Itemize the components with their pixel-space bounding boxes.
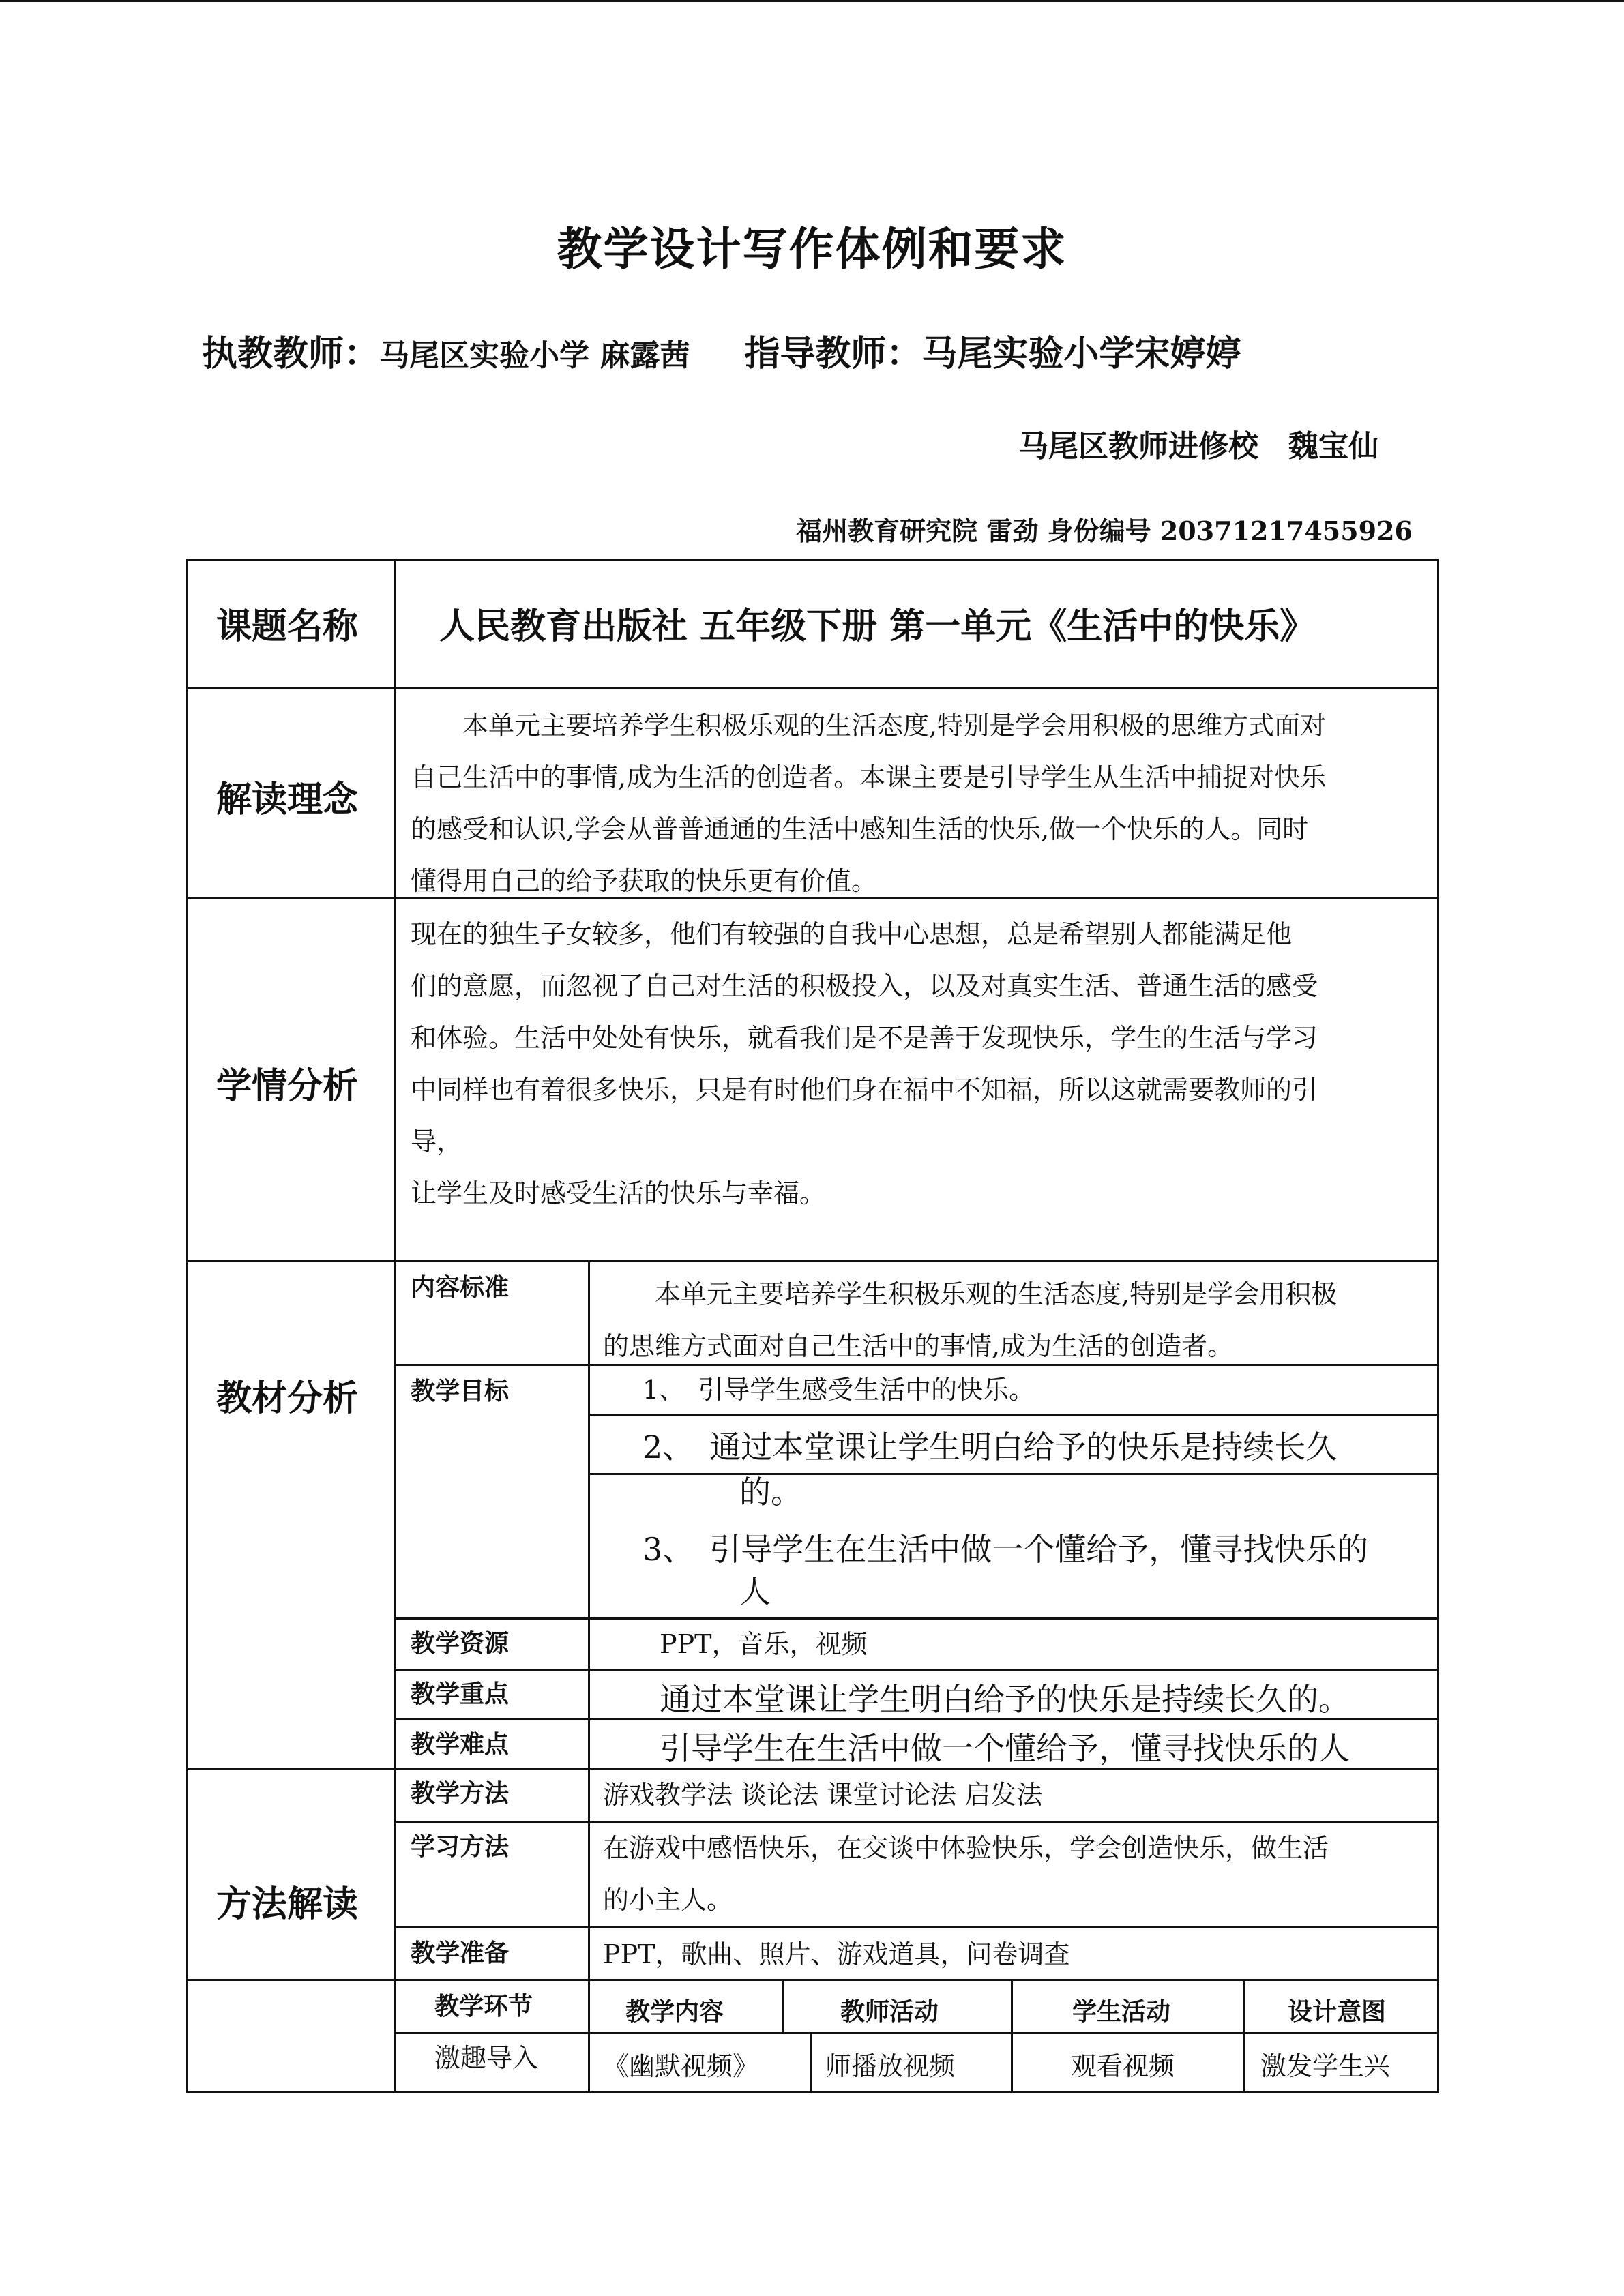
guide-teacher-3 [796,510,1413,548]
process-header-content: 教学内容 [625,1998,724,2026]
process-row1-student: 观看视频 [1071,2051,1175,2081]
teaching-method-value: 游戏教学法 谈论法 课堂讨论法 启发法 [603,1780,1043,1810]
process-row1-intent: 激发学生兴 [1260,2051,1391,2081]
method-analysis-label: 方法解读 [216,1884,359,1925]
identity-number: 20371217455926 [1160,516,1413,546]
exec-teacher-label: 执教教师： [202,333,380,374]
teaching-goal-3: 3、 引导学生在生活中做一个懂给予，懂寻找快乐的 [643,1531,1369,1568]
teachers-line [202,325,1241,376]
teaching-resource-label: 教学资源 [411,1630,510,1658]
key-point-label: 教学重点 [411,1680,510,1708]
content-standard-text: 本单元主要培养学生积极乐观的生活态度,特别是学会用积极 的思维方式面对自己生活中的事情,成为生活的创造者。 [603,1279,1338,1361]
exec-teacher-value: 马尾区实验小学 麻露茜 [379,338,690,373]
page-title: 教学设计写作体例和要求 [557,223,1067,275]
process-row1-teacher: 师播放视频 [825,2051,956,2081]
concept-text: 本单元主要培养学生积极乐观的生活态度,特别是学会用积极的思维方式面对 自己生活中的事情,成为生活的创造者。本课主要是引导学生从生活中捕捉对快乐 的感受和认识,学会从普普通通的生活中感知生活的快乐,做一个快乐的人。同时 懂得用自己的给予获取的快乐更有价值。 [411,711,1327,896]
teaching-resource-value: PPT，音乐，视频 [660,1629,868,1659]
teaching-goal-1: 1、 引导学生感受生活中的快乐。 [643,1375,1035,1405]
course-name-label: 课题名称 [216,606,359,647]
process-row1-content: 《幽默视频》 [603,2051,759,2081]
learning-method-text: 在游戏中感悟快乐，在交谈中体验快乐，学会创造快乐，做生活 的小主人。 [603,1833,1329,1915]
difficulty-label: 教学难点 [411,1731,510,1759]
lesson-plan-table [186,559,1439,2093]
process-header-teacher: 教师活动 [840,1998,939,2026]
teaching-goal-2-cont: 的。 [739,1474,802,1510]
guide-teacher-label: 指导教师： [744,333,922,374]
teaching-goal-2: 2、 通过本堂课让学生明白给予的快乐是持续长久 [643,1429,1338,1465]
process-header-student: 学生活动 [1072,1998,1171,2026]
material-analysis-label: 教材分析 [216,1378,359,1419]
teaching-prep-label: 教学准备 [411,1939,510,1967]
process-header-stage: 教学环节 [434,1993,533,2021]
learner-analysis-text: 现在的独生子女较多，他们有较强的自我中心思想，总是希望别人都能满足他 们的意愿，而忽视了自己对生活的积极投入，以及对真实生活、普通生活的感受 和体验。生活中处处有快乐，就看我们是不是善于发现快乐，学生的生活与学习 中同样也有着很多快乐，只是有时他们身在福中不知福，所以这就需要教师的引 导， 让学生及时感受生活的快乐与幸福。 [411,919,1318,1208]
guide-teacher-2: 马尾区教师进修校 魏宝仙 [1018,429,1378,464]
teaching-goal-3-cont: 人 [739,1573,771,1610]
teaching-prep-value: PPT，歌曲、照片、游戏道具，问卷调查 [603,1939,1070,1969]
course-name-value: 人民教育出版社 五年级下册 第一单元《生活中的快乐》 [439,606,1316,647]
difficulty-value: 引导学生在生活中做一个懂给予，懂寻找快乐的人 [660,1730,1350,1767]
teaching-goal-label: 教学目标 [411,1377,510,1405]
guide-teacher-3-text: 福州教育研究院 雷劲 身份编号 [796,516,1160,546]
concept-label: 解读理念 [216,779,359,820]
page-top-border [0,0,1624,2]
content-standard-label: 内容标准 [411,1274,510,1302]
guide-teacher-value: 马尾实验小学宋婷婷 [921,333,1241,374]
learning-method-label: 学习方法 [411,1833,510,1861]
learner-analysis-label: 学情分析 [216,1066,359,1107]
process-header-intent: 设计意图 [1288,1998,1387,2026]
teaching-method-label: 教学方法 [411,1780,510,1808]
key-point-value: 通过本堂课让学生明白给予的快乐是持续长久的。 [660,1681,1350,1718]
process-row1-stage: 激趣导入 [434,2043,539,2073]
